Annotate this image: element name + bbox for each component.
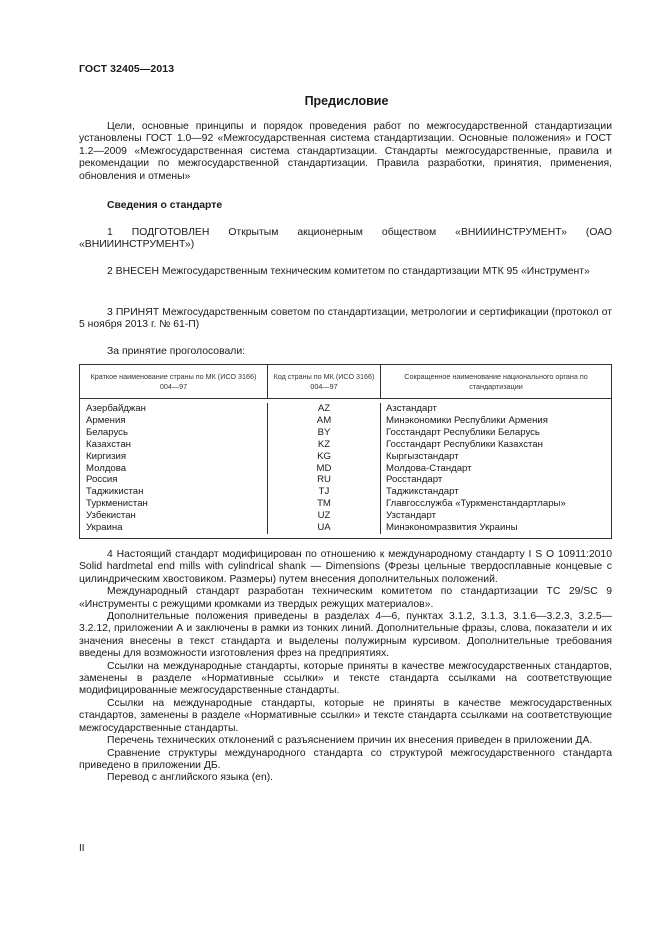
body-column bbox=[381, 403, 611, 534]
country-cell: Молдова bbox=[86, 462, 127, 474]
code-cell: KZ bbox=[317, 438, 331, 450]
intro-text: Цели, основные принципы и порядок проведения работ по межгосударственной стандартизации установлены ГОСТ 1.0—92 «Межгосударственная система стандартизации. Основные положения» и ГОСТ 1.2—2009 «Межгосударственная система стандартизации. Стандарты межгосударственные, правила и рекомендации по межгосударственной стандартизации. Правила разработки, принятия, применения, обновления и отмены» bbox=[79, 121, 612, 182]
national-body-cell: Таджикстандарт bbox=[386, 486, 459, 498]
item-4-paragraph: Перевод с английского языка (en). bbox=[107, 772, 274, 784]
code-cell: KG bbox=[317, 450, 331, 462]
country-cell: Киргизия bbox=[86, 450, 127, 462]
table-body bbox=[80, 399, 611, 538]
header-national-body: Сокращенное наименование национального органа по стандартизации bbox=[404, 372, 588, 391]
item-4-paragraph: Международный стандарт разработан техническим комитетом по стандартизации TC 29/SC 9 «Инструменты с режущими кромками из твердых режущих материалов». bbox=[79, 586, 612, 610]
page-title: Предисловие bbox=[304, 94, 389, 108]
country-cell: Россия bbox=[86, 474, 118, 486]
code-cell: AM bbox=[316, 414, 332, 426]
code-cell: BY bbox=[317, 426, 331, 438]
country-cell: Азербайджан bbox=[86, 403, 146, 414]
item-4-paragraph: Перечень технических отклонений с разъяснением причин их внесения приведен в приложении ДА. bbox=[107, 735, 593, 747]
national-body-cell: Минэкономразвития Украины bbox=[386, 522, 518, 534]
page-number: II bbox=[79, 843, 85, 854]
code-cell: TM bbox=[317, 498, 331, 510]
national-body-cell: Молдова-Стандарт bbox=[386, 462, 472, 474]
country-cell: Казахстан bbox=[86, 438, 131, 450]
item-3-paragraph bbox=[79, 307, 612, 332]
item-3-text: 3 ПРИНЯТ Межгосударственным советом по стандартизации, метрологии и сертификации (протокол от 5 ноября 2013 г. № 61-П) bbox=[79, 307, 612, 331]
item-4-paragraph: Ссылки на международные стандарты, которые не приняты в качестве межгосударственных стандартов, заменены в разделе «Нормативные ссылки» и тексте стандарта ссылками на соответствующие межгосударственные стандарты. bbox=[79, 697, 612, 734]
table-header-row bbox=[80, 365, 611, 399]
national-body-cell: Госстандарт Республики Казахстан bbox=[386, 438, 543, 450]
header-country-code: Код страны по МК (ИСО 3166) 004—97 bbox=[268, 365, 381, 398]
item-4-paragraph: 4 Настоящий стандарт модифицирован по отношению к международному стандарту I S O 10911:2010 Solid hardmetal end mills with cylindrical shank — Dimensions (Фрезы цельные твердосплавные концевые с цилиндрическим хвостовиком. Размеры) путем внесения дополнительных положений. bbox=[79, 549, 612, 585]
national-body-cell: Росстандарт bbox=[386, 474, 443, 486]
code-column bbox=[268, 403, 381, 534]
item-1-paragraph bbox=[79, 227, 612, 252]
voted-label: За принятие проголосовали: bbox=[107, 346, 246, 357]
item-4-paragraph: Сравнение структуры международного стандарта со структурой межгосударственного стандарта приведено в приложении ДБ. bbox=[79, 747, 612, 771]
national-body-cell: Кыргызстандарт bbox=[386, 450, 459, 462]
national-body-cell: Госстандарт Республики Беларусь bbox=[386, 426, 540, 438]
country-cell: Украина bbox=[86, 522, 123, 534]
national-body-cell: Азстандарт bbox=[386, 403, 437, 414]
item-2-text: 2 ВНЕСЕН Межгосударственным техническим комитетом по стандартизации МТК 95 «Инструмент» bbox=[107, 266, 590, 277]
item-4-section bbox=[79, 549, 612, 785]
country-cell: Таджикистан bbox=[86, 486, 144, 498]
header-country-name: Краткое наименование страны по МК (ИСО 3166) 004—97 bbox=[80, 365, 268, 398]
code-cell: AZ bbox=[317, 403, 331, 414]
code-cell: UZ bbox=[317, 510, 331, 522]
code-cell: MD bbox=[316, 462, 332, 474]
country-cell: Узбекистан bbox=[86, 510, 136, 522]
item-4-paragraph: Дополнительные положения приведены в разделах 4—6, пунктах 3.1.2, 3.1.3, 3.1.6—3.2.3, 3.2.5—3.2.12, приложении А и заключены в рамки из тонких линий. Дополнительные фразы, слова, показатели и их значения внесены в текст стандарта и выделены полужирным курсивом. Дополнительные требования введены для возможности изготовления фрез на предприятиях. bbox=[79, 611, 612, 660]
country-column bbox=[80, 403, 268, 534]
code-cell: TJ bbox=[318, 486, 330, 498]
country-cell: Туркменистан bbox=[86, 498, 148, 510]
item-4-paragraph: Ссылки на международные стандарты, которые приняты в качестве межгосударственных стандартов, заменены в разделе «Нормативные ссылки» и тексте стандарта ссылками на соответствующие модифицированные межгосударственные стандарты. bbox=[79, 660, 612, 697]
voting-table bbox=[79, 364, 612, 539]
code-cell: RU bbox=[317, 474, 331, 486]
item-2-paragraph bbox=[79, 266, 612, 278]
document-header: ГОСТ 32405—2013 bbox=[79, 63, 175, 75]
intro-paragraph bbox=[79, 121, 612, 183]
national-body-cell: Главгосслужба «Туркменстандартлары» bbox=[386, 498, 566, 510]
national-body-cell: Минэкономики Республики Армения bbox=[386, 414, 548, 426]
item-1-text: 1 ПОДГОТОВЛЕН Открытым акционерным обществом «ВНИИИНСТРУМЕНТ» (ОАО «ВНИИИНСТРУМЕНТ») bbox=[79, 227, 612, 251]
national-body-cell: Узстандарт bbox=[386, 510, 437, 522]
country-cell: Беларусь bbox=[86, 426, 128, 438]
section-subheading: Сведения о стандарте bbox=[107, 200, 223, 211]
country-cell: Армения bbox=[86, 414, 126, 426]
code-cell: UA bbox=[317, 522, 331, 534]
